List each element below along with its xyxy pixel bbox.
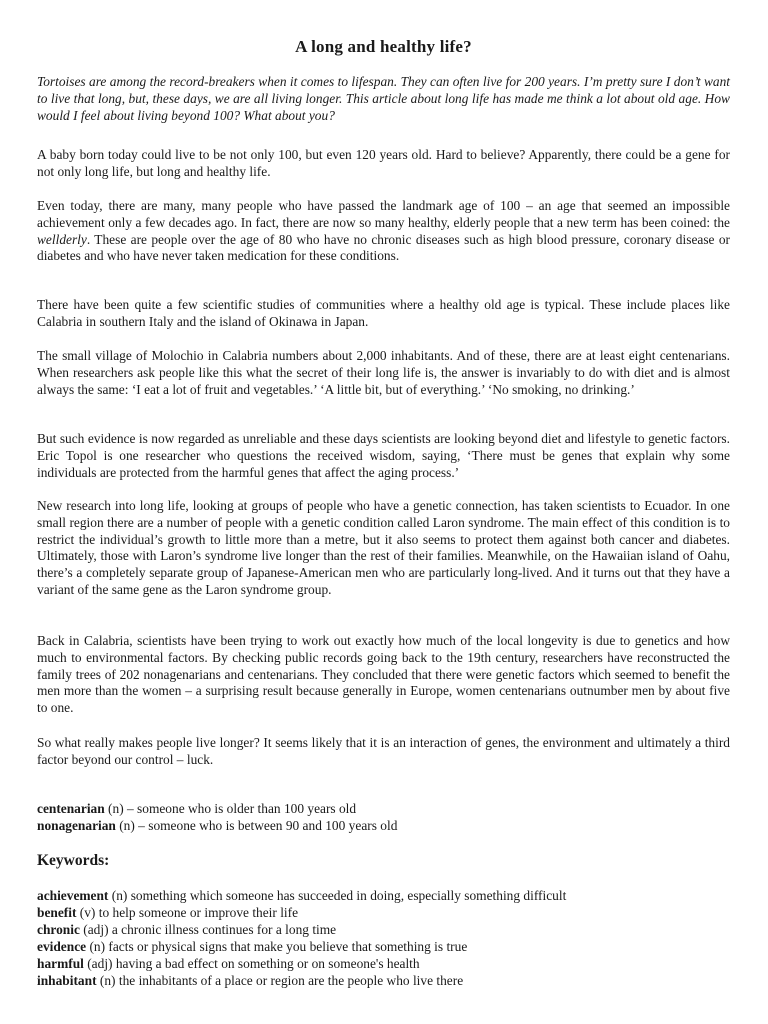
keyword-item xyxy=(37,904,730,921)
keyword-item xyxy=(37,887,730,904)
keywords-heading: Keywords: xyxy=(37,852,110,869)
paragraph-5: But such evidence is now regarded as unreliable and these days scientists are looking beyond diet and lifestyle to genetic factors. Eric Topol is one researcher who questions the received wisdom, saying, ‘There must be genes that explain why some individuals are protected from the harmful genes that affect the aging process.’ xyxy=(37,431,730,480)
paragraph-8: So what really makes people live longer? It seems likely that it is an interaction of genes, the environment and ultimately a third factor beyond our control – luck. xyxy=(37,735,730,767)
term-wellderly: wellderly xyxy=(37,231,87,247)
paragraph-3: There have been quite a few scientific studies of communities where a healthy old age is typical. These include places like Calabria in southern Italy and the island of Okinawa in Japan. xyxy=(37,297,730,329)
keyword-term: achievement xyxy=(37,888,109,903)
keywords-list xyxy=(37,887,730,989)
keyword-definition: (n) the inhabitants of a place or region are the people who live there xyxy=(96,973,464,988)
glossary-term: centenarian xyxy=(37,801,105,816)
keyword-term: evidence xyxy=(37,939,87,954)
keyword-term: harmful xyxy=(37,956,84,971)
keyword-definition: (n) something which someone has succeeded in doing, especially something difficult xyxy=(108,888,567,903)
glossary-item xyxy=(37,818,730,835)
keyword-definition: (adj) having a bad effect on something or on someone's health xyxy=(83,956,420,971)
keyword-item xyxy=(37,972,730,989)
article-title: A long and healthy life? xyxy=(295,37,472,56)
glossary-item xyxy=(37,801,730,818)
keyword-definition: (adj) a chronic illness continues for a long time xyxy=(79,922,337,937)
paragraph-2-part-1: Even today, there are many, many people who have passed the landmark age of 100 – an age that seemed an impossible achievement only a few decades ago. In fact, there are now so many healthy, elderly people that a new term has been coined: the xyxy=(37,198,730,230)
intro-paragraph: Tortoises are among the record-breakers when it comes to lifespan. They can often live for 200 years. I’m pretty sure I don’t want to live that long, but, these days, we are all living longer. This article about long life has made me think a lot about old age. How would I feel about living beyond 100? What about you? xyxy=(37,74,730,123)
keyword-term: inhabitant xyxy=(37,973,97,988)
glossary xyxy=(37,801,730,835)
keyword-definition: (n) facts or physical signs that make you believe that something is true xyxy=(86,939,468,954)
keyword-item xyxy=(37,921,730,938)
paragraph-6: New research into long life, looking at groups of people who have a genetic connection, has taken scientists to Ecuador. In one small region there are a number of people with a genetic condition called Laron syndrome. The main effect of this condition is to restrict the individual’s growth to little more than a metre, but it also seems to protect them against both cancer and diabetes. Ultimately, those with Laron’s syndrome live longer than the rest of their families. Meanwhile, on the Hawaiian island of Oahu, there’s a completely separate group of Japanese-American men who are particularly long-lived. And it turns out that they have a variant of the same gene as the Laron syndrome group. xyxy=(37,498,730,597)
paragraph-4: The small village of Molochio in Calabria numbers about 2,000 inhabitants. And of these, there are at least eight centenarians. When researchers ask people like this what the secret of their long life is, the answer is invariably to do with diet and is almost always the same: ‘I eat a lot of fruit and vegetables.’ ‘A little bit, but of everything.’ ‘No smoking, no drinking.’ xyxy=(37,348,730,397)
glossary-definition: (n) – someone who is older than 100 years old xyxy=(104,801,357,816)
keyword-definition: (v) to help someone or improve their life xyxy=(76,905,299,920)
paragraph-2-part-2: . These are people over the age of 80 who have no chronic diseases such as high blood pressure, coronary disease or diabetes and who have never taken medication for these conditions. xyxy=(37,231,730,264)
glossary-definition: (n) – someone who is between 90 and 100 years old xyxy=(115,817,398,833)
glossary-term: nonagenarian xyxy=(37,817,116,833)
paragraph-1: A baby born today could live to be not only 100, but even 120 years old. Hard to believe? Apparently, there could be a gene for not only long life, but long and healthy life. xyxy=(37,147,730,179)
keyword-item xyxy=(37,938,730,955)
keyword-item xyxy=(37,955,730,972)
paragraph-2 xyxy=(37,198,730,265)
keyword-term: benefit xyxy=(37,905,77,920)
keyword-term: chronic xyxy=(37,922,80,937)
paragraph-7: Back in Calabria, scientists have been trying to work out exactly how much of the local longevity is due to genetics and how much to environmental factors. By checking public records going back to the 19th century, researchers have reconstructed the family trees of 202 nonagenarians and centenarians. They concluded that there were genetic factors which seemed to benefit the men more than the women – a surprising result because generally in Europe, women centenarians outnumber men by about five to one. xyxy=(37,633,730,716)
